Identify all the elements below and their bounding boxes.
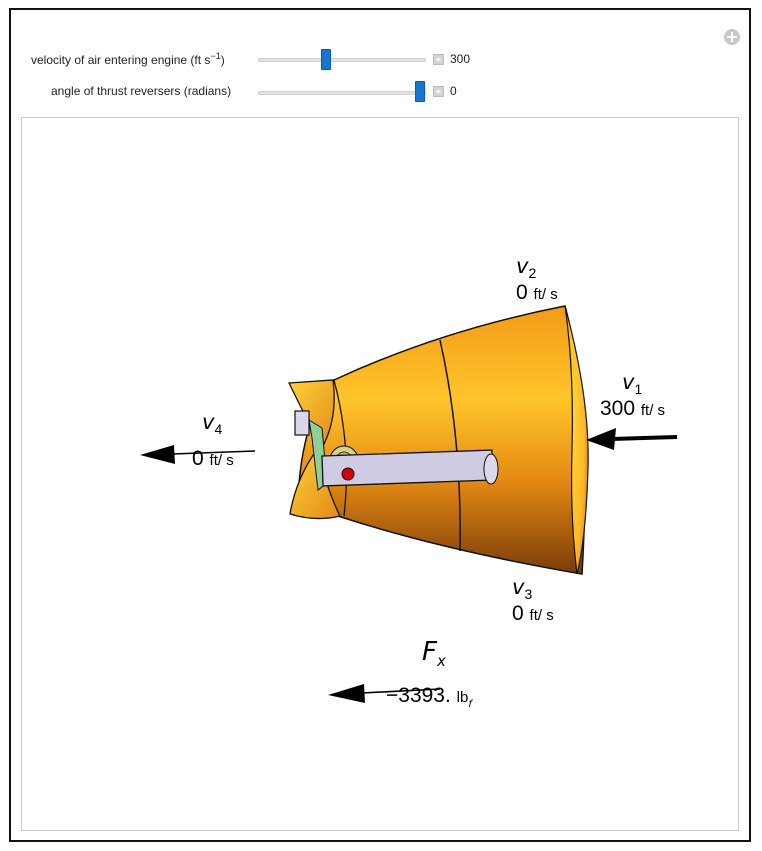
v1-label: $v_1$ 300 ft/ s	[600, 370, 666, 421]
angle-value: 0	[450, 84, 457, 98]
plus-circle-icon[interactable]	[724, 29, 740, 45]
engine-diagram	[22, 118, 738, 830]
velocity-value: 300	[450, 52, 471, 66]
v3-label: $v_3$ 0 ft/ s	[512, 575, 554, 626]
reverser-bracket	[295, 411, 309, 435]
angle-slider-thumb[interactable]	[415, 81, 425, 102]
velocity-step-plus-icon[interactable]	[433, 54, 444, 65]
angle-slider-track[interactable]	[258, 91, 426, 95]
force-label: $F_x$ −3393. $lb_f$	[386, 637, 472, 711]
velocity-slider-label: velocity of air entering engine (ft $s^{-1}$)	[31, 51, 225, 67]
inflow-arrow	[586, 428, 677, 450]
graphics-panel	[21, 117, 739, 831]
pivot-pin	[342, 468, 354, 480]
v4-label: $v_4$ 0 ft/ s	[192, 410, 234, 471]
engine-nacelle	[298, 306, 588, 574]
velocity-slider-thumb[interactable]	[321, 49, 331, 70]
actuator-strut-end	[484, 454, 498, 484]
angle-slider-label: angle of thrust reversers (radians)	[51, 84, 232, 98]
angle-step-plus-icon[interactable]	[433, 86, 444, 97]
v2-label: $v_2$ 0 ft/ s	[516, 254, 558, 305]
velocity-slider-track[interactable]	[258, 58, 426, 62]
